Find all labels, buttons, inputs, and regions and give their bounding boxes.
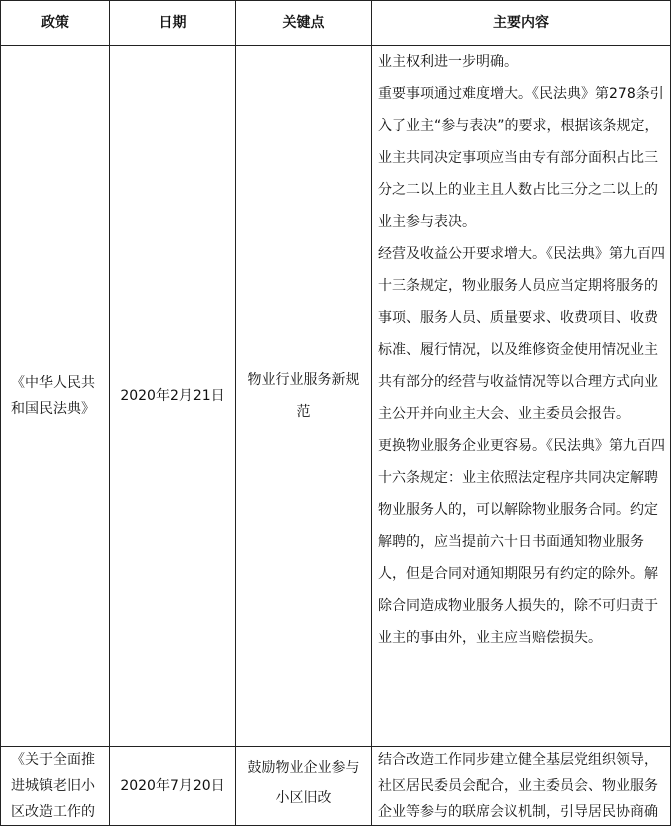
header-policy: 政策 [1, 1, 110, 46]
content-paragraph: 重要事项通过难度增大。《民法典》第278条引入了业主“参与表决”的要求，根据该条规定，业主共同决定事项应当由专有部分面积占比三分之二以上的业主且人数占比三分之二以上的业主参与表决。 [378, 86, 664, 230]
key-point-cell: 鼓励物业企业参与小区旧改 [236, 747, 372, 826]
policy-cell: 《中华人民共和国民法典》 [1, 46, 110, 747]
content-paragraph: 更换物业服务企业更容易。《民法典》第九百四十六条规定：业主依照法定程序共同决定解聘物业服务人的，可以解除物业服务合同。约定解聘的，应当提前六十日书面通知物业服务人，但是合同对通知期限另有约定的除外。解除合同造成物业服务人损失的，除不可归责于业主的事由外，业主应当赔偿损失。 [378, 438, 665, 646]
policy-cell: 《关于全面推进城镇老旧小区改造工作的 [1, 747, 110, 826]
content-cell [372, 46, 671, 747]
table-row [1, 747, 671, 826]
date-cell: 2020年7月20日 [110, 747, 236, 826]
content-cell [372, 747, 671, 826]
header-main-content: 主要内容 [372, 1, 671, 46]
header-date: 日期 [110, 1, 236, 46]
content-paragraph: 业主权利进一步明确。 [378, 54, 518, 70]
content-paragraph: 结合改造工作同步建立健全基层党组织领导，社区居民委员会配合，业主委员会、物业服务企业等参与的联席会议机制，引导居民协商确 [378, 752, 658, 820]
content-paragraph: 经营及收益公开要求增大。《民法典》第九百四十三条规定，物业服务人员应当定期将服务的事项、服务人员、质量要求、收费项目、收费标准、履行情况，以及维修资金使用情况业主共有部分的经营与收益情况等以合理方式向业主公开并向业主大会、业主委员会报告。 [378, 246, 665, 422]
key-point-cell: 物业行业服务新规范 [236, 46, 372, 747]
table-row [1, 46, 671, 747]
date-cell: 2020年2月21日 [110, 46, 236, 747]
table-header-row [1, 1, 671, 46]
header-key-point: 关键点 [236, 1, 372, 46]
